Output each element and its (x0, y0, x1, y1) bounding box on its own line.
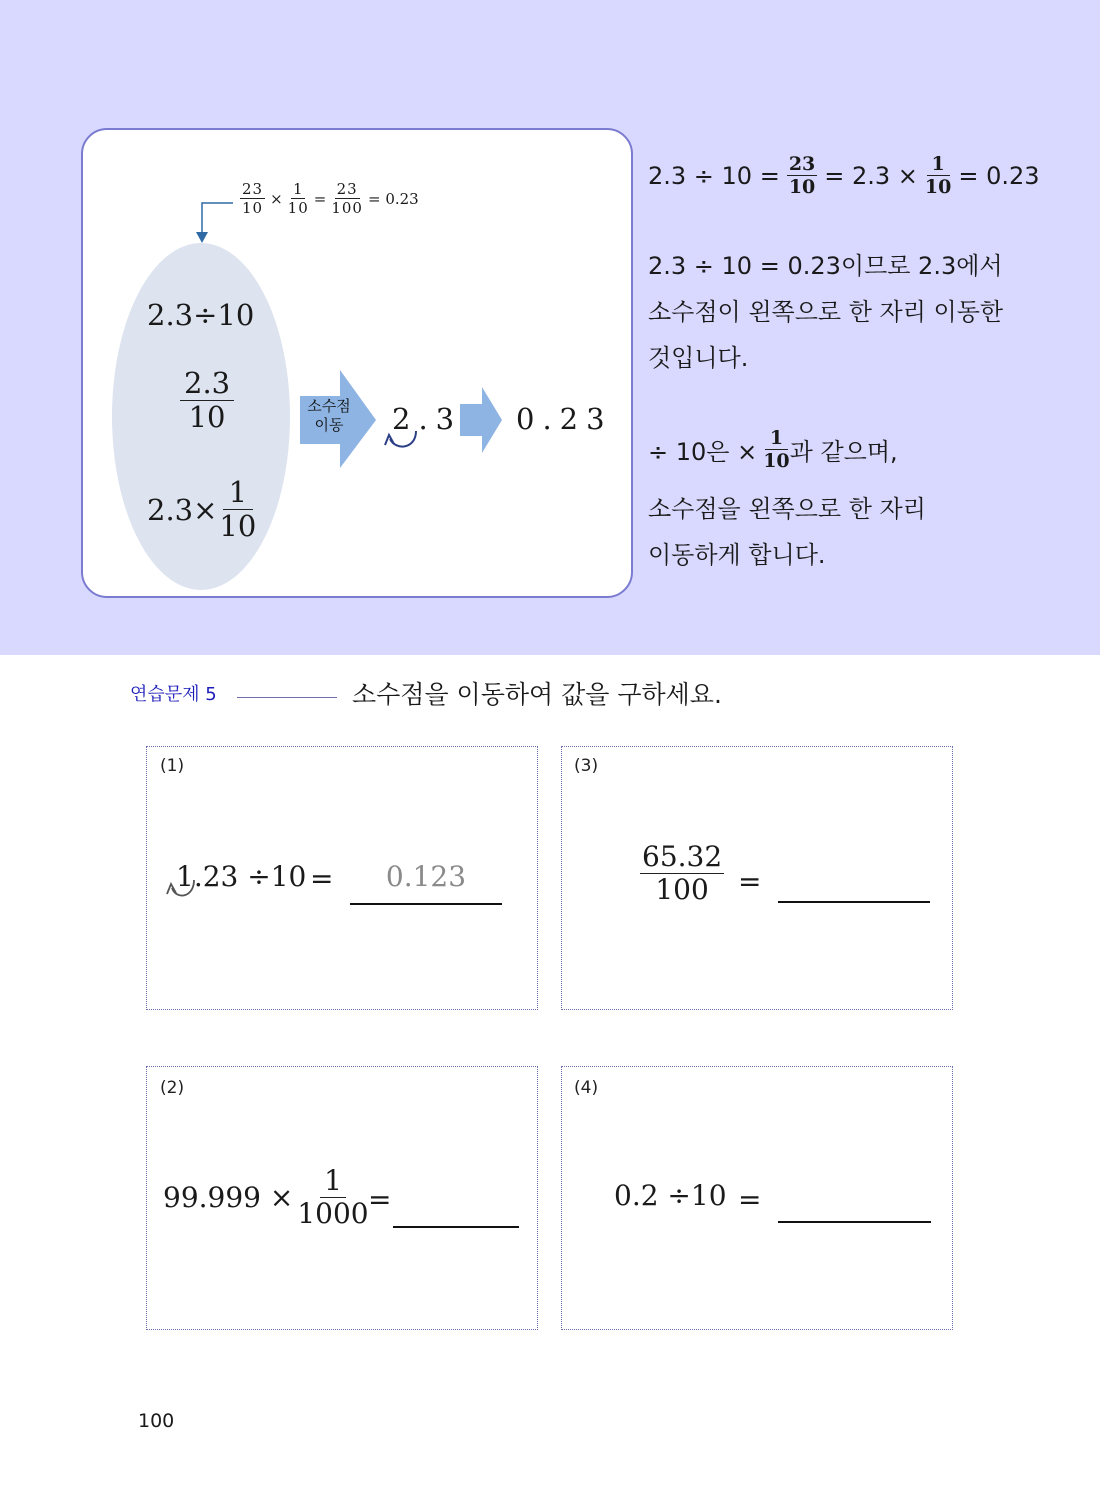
oval-line1: 2.3÷10 (147, 298, 255, 332)
explanation-line4: 것입니다. (648, 344, 749, 372)
problem-number: (1) (160, 756, 185, 776)
explanation-rule: ÷ 10은 × $\frac{1}{10}$ 과 같으며, (648, 427, 898, 472)
exercise-label: 연습문제 5 (130, 684, 217, 705)
explanation-line3: 소수점이 왼쪽으로 한 자리 이동한 (648, 298, 1004, 326)
decimal-hop-icon (380, 425, 420, 455)
after-number: 0 . 2 3 (516, 402, 605, 436)
oval-product: 2.3× $\frac{1}{10}$ (147, 475, 257, 543)
problem-number: (4) (574, 1078, 599, 1098)
answer-line[interactable] (778, 1221, 931, 1223)
problem-3-fraction: $\frac{65.32}{100}$ (642, 840, 723, 906)
problem-number: (3) (574, 756, 599, 776)
equals-sign: = (738, 1183, 762, 1216)
decimal-hop-icon (164, 876, 198, 904)
move-arrow-label: 소수점 이동 (307, 397, 351, 434)
oval-fraction: $\frac{2.3}{10}$ (180, 368, 234, 434)
top-formula: $\frac{23}{10}$ × $\frac{1}{10}$ = $\frac{23}{100}$ = 0.23 (242, 180, 419, 217)
problem-1-expression: 1.23 ÷10 (176, 860, 307, 893)
move-arrow-2 (460, 387, 504, 453)
answer-line[interactable] (778, 901, 930, 903)
equals-sign: = (368, 1183, 392, 1216)
equals-sign: = (738, 865, 762, 898)
exercise-instruction: 소수점을 이동하여 값을 구하세요. (352, 680, 722, 709)
explanation-line2: 2.3 ÷ 10 = 0.23이므로 2.3에서 (648, 252, 1003, 280)
problem-4-expression: 0.2 ÷10 (614, 1179, 727, 1212)
problem-number: (2) (160, 1078, 185, 1098)
problem-2-expression: 99.999 × $\frac{1}{1000}$ (163, 1164, 369, 1230)
before-number: 2 . 3 (392, 402, 455, 436)
explanation-line6: 소수점을 왼쪽으로 한 자리 (648, 495, 926, 523)
problem-1-example-answer: 0.123 (385, 860, 467, 893)
connector-arrow (190, 198, 240, 248)
exercise-label-rule (237, 697, 337, 698)
explanation-line7: 이동하게 합니다. (648, 541, 826, 569)
page-number: 100 (138, 1410, 175, 1432)
answer-line[interactable] (393, 1226, 519, 1228)
answer-line (350, 903, 502, 905)
equals-sign: = (310, 862, 334, 895)
explanation-equation: 2.3 ÷ 10 = $\frac{23}{10}$ = 2.3 × $\frac{1}{10}$ = 0.23 (648, 153, 1040, 198)
